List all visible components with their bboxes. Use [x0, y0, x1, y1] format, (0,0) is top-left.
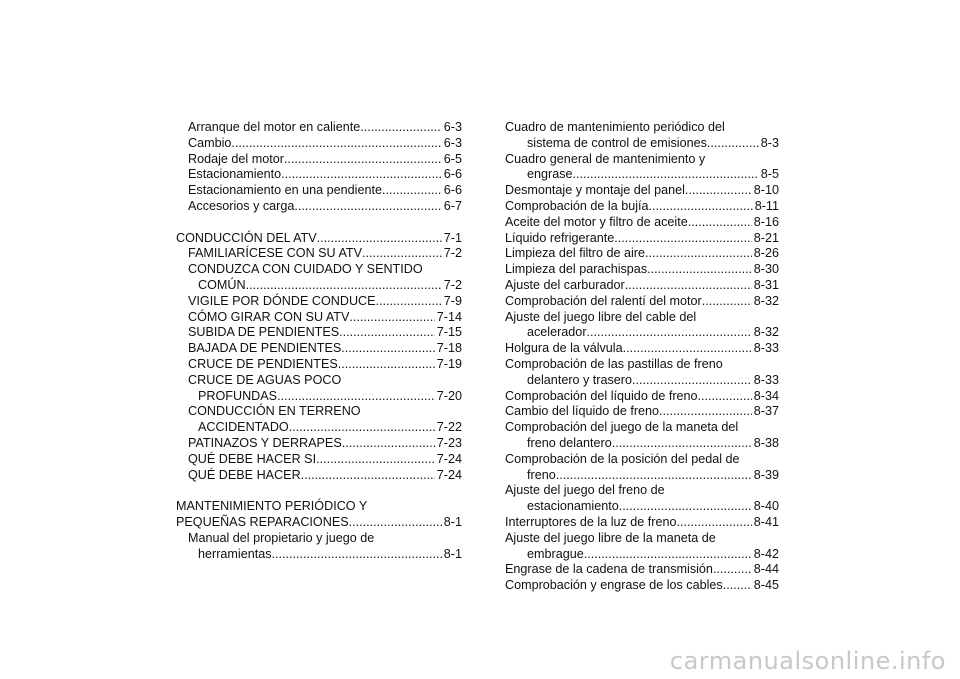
toc-entry-title: Cambio [188, 135, 232, 150]
toc-entry-title: PATINAZOS Y DERRAPES [188, 435, 342, 450]
toc-dot-leader [281, 167, 442, 183]
toc-entry[interactable] [176, 199, 462, 215]
toc-page-number: 7-20 [436, 388, 462, 403]
toc-entry-title: Cuadro de mantenimiento periódico del [505, 120, 725, 134]
toc-entry[interactable] [176, 246, 462, 262]
toc-entry[interactable] [505, 199, 779, 215]
toc-entry-title: QUÉ DEBE HACER... [188, 467, 312, 482]
toc-dot-leader [376, 294, 442, 310]
toc-entry[interactable] [176, 499, 462, 515]
toc-entry-title: Ajuste del juego libre del cable del [505, 309, 697, 324]
toc-entry[interactable] [505, 499, 779, 515]
toc-dot-leader [339, 325, 435, 341]
toc-entry-title: Cuadro general de mantenimiento y [505, 151, 706, 166]
toc-entry-title: Líquido refrigerante [505, 230, 615, 245]
toc-dot-leader [342, 436, 435, 452]
toc-entry[interactable] [505, 120, 779, 136]
toc-entry[interactable] [505, 404, 779, 420]
toc-dot-leader [382, 183, 442, 199]
toc-entry-title: CONDUCCIÓN DEL ATV [176, 230, 317, 245]
toc-entry[interactable] [505, 325, 779, 341]
toc-entry[interactable] [176, 452, 462, 468]
toc-page-number: 8-1 [443, 546, 462, 561]
toc-entry-title: MANTENIMIENTO PERIÓDICO Y [176, 499, 368, 514]
toc-dot-leader [713, 562, 752, 578]
toc-dot-leader [702, 294, 752, 310]
toc-dot-leader [587, 325, 752, 341]
toc-entry-title: FAMILIARÍCESE CON SU ATV [188, 246, 363, 261]
toc-entry-title: estacionamiento [527, 499, 619, 514]
toc-entry-title: Estacionamiento en una pendiente [188, 183, 382, 198]
toc-dot-leader [316, 452, 435, 468]
toc-page-number: 6-6 [443, 183, 462, 198]
toc-entry[interactable] [505, 231, 779, 247]
toc-page-number: 8-30 [753, 262, 779, 277]
toc-entry[interactable] [505, 562, 779, 578]
toc-page-number: 7-1 [443, 230, 462, 245]
toc-page-number: 8-26 [753, 246, 779, 261]
toc-entry[interactable] [505, 420, 779, 436]
toc-dot-leader [573, 167, 759, 183]
toc-entry-title: Comprobación de las pastillas de freno [505, 356, 723, 371]
toc-entry[interactable] [176, 278, 462, 294]
toc-entry[interactable] [505, 483, 779, 499]
toc-dot-leader [294, 199, 441, 215]
toc-dot-leader [614, 231, 752, 247]
toc-dot-leader [723, 578, 752, 594]
toc-entry-title: acelerador [527, 325, 587, 340]
toc-dot-leader [677, 515, 752, 531]
toc-dot-leader [284, 152, 442, 168]
toc-entry[interactable] [176, 468, 462, 484]
toc-dot-leader [584, 547, 752, 563]
toc-dot-leader [698, 389, 752, 405]
toc-page-number: 8-40 [753, 499, 779, 514]
toc-page-number: 7-2 [443, 246, 462, 261]
toc-entry[interactable] [176, 420, 462, 436]
toc-dot-leader [707, 136, 759, 152]
toc-dot-leader [317, 231, 442, 247]
toc-dot-leader [341, 341, 435, 357]
toc-page-number: 8-1 [443, 514, 462, 529]
toc-dot-leader [619, 499, 752, 515]
toc-entry[interactable] [505, 136, 779, 152]
toc-entry[interactable] [505, 515, 779, 531]
toc-page-number: 8-39 [753, 467, 779, 482]
toc-entry[interactable] [505, 246, 779, 262]
toc-entry-title: BAJADA DE PENDIENTES [188, 341, 342, 356]
toc-entry-title: PROFUNDAS [198, 388, 278, 403]
toc-page-number: 8-45 [753, 578, 779, 593]
toc-entry-title: Comprobación del líquido de freno [505, 388, 698, 403]
toc-page-number: 8-10 [753, 183, 779, 198]
toc-entry-title: CÓMO GIRAR CON SU ATV [188, 309, 350, 324]
toc-entry-title: Comprobación de la posición del pedal de [505, 451, 740, 466]
toc-page-number: 8-33 [753, 341, 779, 356]
toc-dot-leader [625, 278, 752, 294]
toc-entry[interactable] [505, 531, 779, 547]
toc-entry-title: delantero y trasero [527, 372, 633, 387]
toc-dot-leader [289, 420, 435, 436]
toc-entry[interactable] [505, 452, 779, 468]
toc-entry-title: freno [527, 467, 556, 482]
toc-entry[interactable] [505, 373, 779, 389]
toc-entry-title: QUÉ DEBE HACER SI [188, 451, 317, 466]
toc-entry-title: ACCIDENTADO [198, 420, 289, 435]
toc-entry-title: engrase [527, 167, 573, 182]
toc-entry[interactable] [176, 167, 462, 183]
toc-page-number: 6-3 [443, 120, 462, 134]
toc-entry-title: embrague [527, 546, 584, 561]
toc-page-number: 8-44 [753, 562, 779, 577]
toc-entry[interactable] [176, 404, 462, 420]
toc-dot-leader [362, 246, 442, 262]
toc-entry[interactable] [505, 468, 779, 484]
toc-entry-title: Engrase de la cadena de transmisión [505, 562, 713, 577]
toc-page-number: 8-21 [753, 230, 779, 245]
toc-page-number: 6-5 [443, 151, 462, 166]
toc-entry[interactable] [505, 310, 779, 326]
toc-page-number: 8-34 [753, 388, 779, 403]
toc-entry[interactable] [505, 278, 779, 294]
toc-dot-leader [659, 404, 752, 420]
toc-dot-leader [556, 468, 752, 484]
toc-right-column [505, 120, 779, 594]
toc-page-number: 7-18 [436, 341, 462, 356]
toc-entry[interactable] [505, 578, 779, 594]
toc-entry-title: Comprobación del juego de la maneta del [505, 420, 739, 435]
toc-page-number: 8-16 [753, 214, 779, 229]
toc-entry-title: Manual del propietario y juego de [188, 530, 375, 545]
toc-entry-title: Comprobación y engrase de los cables [505, 578, 723, 593]
toc-entry-title: PEQUEÑAS REPARACIONES [176, 514, 349, 529]
toc-dot-leader [688, 215, 752, 231]
toc-entry[interactable] [505, 389, 779, 405]
toc-entry-title: Interruptores de la luz de freno [505, 514, 677, 529]
toc-dot-leader [231, 136, 441, 152]
toc-page-number: 8-5 [760, 167, 779, 182]
toc-page-number: 7-23 [436, 435, 462, 450]
toc-page-number: 7-19 [436, 356, 462, 371]
toc-entry-title: COMÚN [198, 277, 246, 292]
toc-left-column [176, 120, 462, 562]
toc-entry[interactable] [176, 152, 462, 168]
toc-entry[interactable] [176, 310, 462, 326]
toc-entry-title: Holgura de la válvula [505, 341, 623, 356]
toc-entry[interactable] [505, 436, 779, 452]
toc-page-number: 7-2 [443, 277, 462, 292]
toc-page-number: 8-11 [754, 198, 779, 213]
toc-dot-leader [632, 373, 752, 389]
toc-page-number: 7-9 [443, 293, 462, 308]
toc-page-number: 8-38 [753, 435, 779, 450]
toc-entry[interactable] [176, 120, 462, 136]
toc-entry-title: sistema de control de emisiones [527, 135, 707, 150]
toc-dot-leader [277, 389, 435, 405]
toc-entry[interactable] [176, 231, 462, 247]
toc-entry-title: CRUCE DE AGUAS POCO [188, 372, 342, 387]
toc-entry[interactable] [176, 389, 462, 405]
toc-entry[interactable] [505, 547, 779, 563]
toc-entry-title: Ajuste del carburador [505, 277, 625, 292]
toc-entry-title: Rodaje del motor [188, 151, 284, 166]
toc-entry[interactable] [505, 183, 779, 199]
toc-entry[interactable] [505, 357, 779, 373]
toc-page-number: 7-24 [436, 467, 462, 482]
toc-entry[interactable] [176, 373, 462, 389]
toc-dot-leader [246, 278, 442, 294]
toc-dot-leader [612, 436, 752, 452]
toc-entry[interactable] [176, 262, 462, 278]
toc-page-number: 7-22 [436, 420, 462, 435]
toc-page-number: 8-42 [753, 546, 779, 561]
toc-page-number: 6-7 [443, 198, 462, 213]
toc-entry-title: Estacionamiento [188, 167, 282, 182]
toc-entry-title: Cambio del líquido de freno [505, 404, 660, 419]
toc-entry-title: Limpieza del filtro de aire [505, 246, 646, 261]
toc-entry[interactable] [176, 547, 462, 563]
toc-dot-leader [645, 246, 752, 262]
toc-entry[interactable] [505, 294, 779, 310]
watermark-text: carmanualsonline.info [669, 647, 946, 675]
toc-entry-title: CRUCE DE PENDIENTES [188, 356, 338, 371]
toc-page-number: 8-32 [753, 293, 779, 308]
toc-entry-title: Limpieza del parachispas [505, 262, 648, 277]
toc-dot-leader [349, 310, 434, 326]
toc-entry-title: Comprobación del ralentí del motor [505, 293, 702, 308]
toc-dot-leader [623, 341, 752, 357]
toc-entry[interactable] [176, 436, 462, 452]
toc-spacer [176, 483, 462, 499]
toc-entry-title: herramientas [198, 546, 272, 561]
toc-entry-title: Ajuste del juego libre de la maneta de [505, 530, 716, 545]
toc-entry[interactable] [176, 357, 462, 373]
toc-entry[interactable] [505, 167, 779, 183]
toc-page-number: 7-14 [436, 309, 462, 324]
toc-entry-title: freno delantero [527, 435, 612, 450]
toc-entry[interactable] [176, 531, 462, 547]
toc-entry-title: Desmontaje y montaje del panel [505, 183, 685, 198]
toc-page-number: 7-24 [436, 451, 462, 466]
toc-page-number: 8-37 [753, 404, 779, 419]
toc-entry[interactable] [505, 215, 779, 231]
toc-entry-title: Aceite del motor y filtro de aceite [505, 214, 688, 229]
toc-entry[interactable] [176, 341, 462, 357]
toc-page-number: 8-3 [760, 135, 779, 150]
toc-entry[interactable] [176, 136, 462, 152]
toc-entry[interactable] [176, 183, 462, 199]
toc-entry-title: CONDUCCIÓN EN TERRENO [188, 404, 361, 419]
toc-page-number: 7-15 [436, 325, 462, 340]
toc-dot-leader [647, 262, 752, 278]
toc-dot-leader [311, 468, 435, 484]
toc-dot-leader [649, 199, 753, 215]
toc-dot-leader [338, 357, 435, 373]
toc-entry-title: SUBIDA DE PENDIENTES [188, 325, 340, 340]
toc-page-number: 6-3 [443, 135, 462, 150]
toc-page-number: 8-41 [753, 514, 779, 529]
toc-entry-title: Ajuste del juego del freno de [505, 483, 665, 498]
toc-page-number: 8-32 [753, 325, 779, 340]
toc-entry-title: CONDUZCA CON CUIDADO Y SENTIDO [188, 262, 423, 277]
toc-dot-leader [685, 183, 752, 199]
toc-entry-title: Comprobación de la bujía [505, 198, 649, 213]
toc-entry[interactable] [176, 515, 462, 531]
toc-page-number: 6-6 [443, 167, 462, 182]
toc-entry[interactable] [505, 152, 779, 168]
toc-page-number: 8-31 [753, 277, 779, 292]
toc-entry-title: Arranque del motor en caliente [188, 120, 361, 134]
toc-page-number: 8-33 [753, 372, 779, 387]
toc-dot-leader [349, 515, 442, 531]
toc-entry-title: VIGILE POR DÓNDE CONDUCE [188, 293, 376, 308]
toc-entry[interactable] [176, 325, 462, 341]
toc-entry[interactable] [176, 294, 462, 310]
toc-entry[interactable] [505, 262, 779, 278]
toc-spacer [176, 215, 462, 231]
toc-dot-leader [272, 547, 442, 563]
toc-entry-title: Accesorios y carga [188, 198, 295, 213]
toc-entry[interactable] [505, 341, 779, 357]
toc-dot-leader [360, 120, 442, 136]
